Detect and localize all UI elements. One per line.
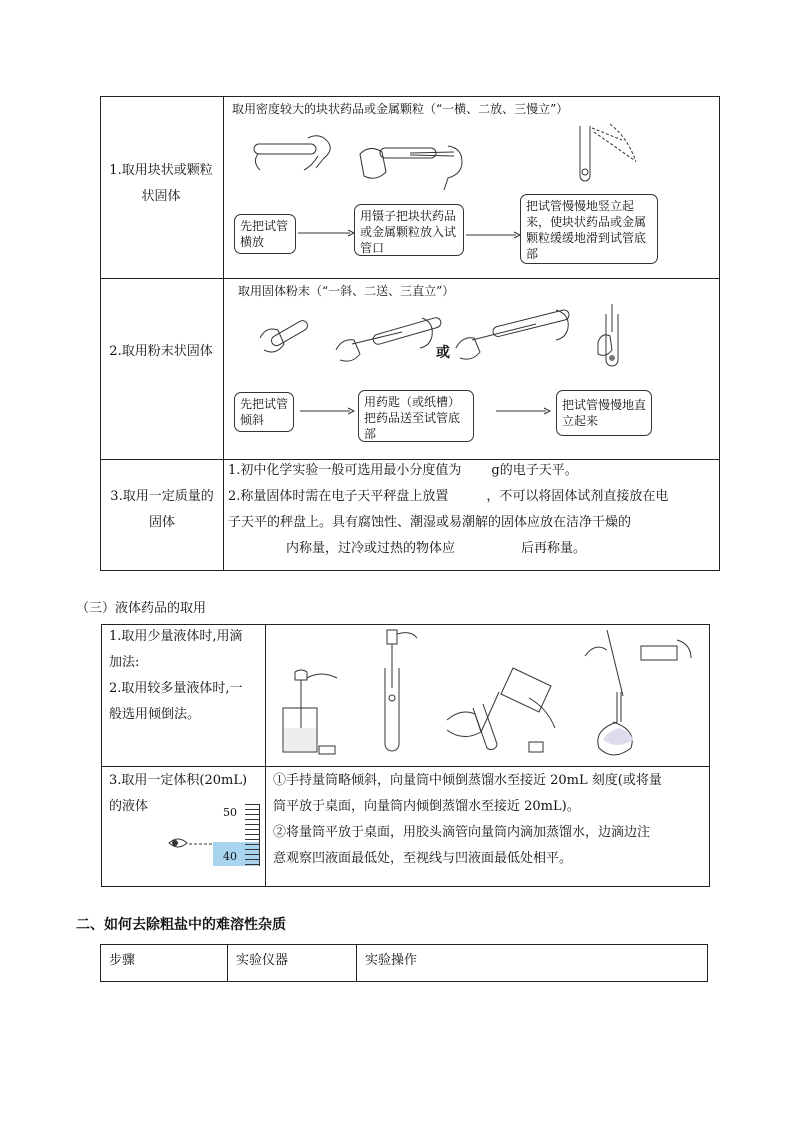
illustration-tube-upright-arc <box>570 122 650 187</box>
mass-line-3: 子天平的秤盘上。具有腐蚀性、潮湿或易潮解的固体应放在洁净干燥的 <box>228 515 632 530</box>
mass-line-4: 内称量，过冷或过热的物体应 后再称量。 <box>286 541 587 556</box>
volume-label-line2: 的液体 <box>109 799 149 814</box>
header-step: 步骤 <box>101 945 228 982</box>
arrow-icon <box>300 406 356 416</box>
mass-line-1: 1.初中化学实验一般可选用最小分度值为 g的电子天平。 <box>228 463 578 478</box>
caption-powder-solid: 取用固体粉末（“一斜、二送、三直立”） <box>238 284 455 298</box>
eye-icon <box>167 836 189 850</box>
illustration-pouring-into-flask <box>581 626 701 762</box>
method-pouring-line2: 般选用倾倒法。 <box>109 707 201 722</box>
arrow-icon <box>466 230 522 240</box>
row-label-lump-solid: 1.取用块状或颗粒状固体 <box>109 163 213 204</box>
arrow-icon <box>298 228 356 238</box>
illustration-upright-tube-powder <box>592 302 632 372</box>
step-box-spatula: 用药匙（或纸槽）把药品送至试管底部 <box>358 390 474 442</box>
scale-40: 40 <box>223 850 237 863</box>
caption-lump-solid: 取用密度较大的块状药品或金属颗粒（“一横、二放、三慢立”） <box>232 102 569 116</box>
or-label: 或 <box>436 345 450 361</box>
step-box-tweezers: 用镊子把块状药品或金属颗粒放入试管口 <box>354 204 464 256</box>
mass-line-2: 2.称量固体时需在电子天平秤盘上放置 ，不可以将固体试剂直接放在电 <box>228 489 669 504</box>
illustration-tweezers-tube <box>350 134 470 194</box>
method-dropping-line1: 1.取用少量液体时,用滴 <box>109 629 243 644</box>
mass-paragraph <box>228 458 718 562</box>
eye-sightline <box>189 842 213 846</box>
illustration-spatula-tube <box>332 306 442 366</box>
header-operation: 实验操作 <box>357 945 708 982</box>
step-box-upright: 把试管慢慢地竖立起来，使块状药品或金属颗粒缓缓地滑到试管底部 <box>520 194 658 264</box>
step-box-tilt-tube: 先把试管倾斜 <box>234 392 294 432</box>
scale-50: 50 <box>223 806 237 819</box>
graduated-cylinder <box>213 804 260 866</box>
procedure-1-line1: ①手持量筒略倾斜，向量筒中倾倒蒸馏水至接近 20mL 刻度(或将量 <box>273 773 662 788</box>
liquid-methods-text <box>109 624 261 728</box>
arrow-icon <box>496 406 552 416</box>
illustration-dropper-bottle <box>273 668 343 760</box>
liquids-table <box>101 624 710 886</box>
procedure-2-line1: ②将量筒平放于桌面，用胶头滴管向量筒内滴加蒸馏水，边滴边注 <box>273 825 651 840</box>
row-label-powder-solid: 2.取用粉末状固体 <box>109 344 213 359</box>
method-dropping-line2: 加法: <box>109 655 140 670</box>
illustration-dropper-tube <box>371 628 421 752</box>
step-box-stand-tube: 把试管慢慢地直立起来 <box>556 390 652 436</box>
header-apparatus: 实验仪器 <box>228 945 357 982</box>
illustration-pouring-into-tube <box>443 658 563 758</box>
procedure-1-line2: 筒平放于桌面，向量筒内倾倒蒸馏水至接近 20mL)。 <box>273 799 580 814</box>
liquids-heading: （三）液体药品的取用 <box>76 601 207 616</box>
salt-table <box>100 944 708 982</box>
volume-procedure <box>273 768 709 872</box>
volume-label-line1: 3.取用一定体积(20mL) <box>109 773 248 788</box>
step-box-lay-tube: 先把试管横放 <box>234 214 296 254</box>
method-pouring-line1: 2.取用较多量液体时,一 <box>109 681 243 696</box>
illustration-paper-trough-tube <box>452 300 582 362</box>
procedure-2-line2: 意观察凹液面最低处，至视线与凹液面最低处相平。 <box>273 851 573 866</box>
row-label-mass-solid: 3.取用一定质量的固体 <box>110 489 214 530</box>
section-heading-salt: 二、如何去除粗盐中的难溶性杂质 <box>76 917 286 933</box>
cylinder-ticks <box>245 804 259 866</box>
illustration-horizontal-tube <box>248 126 338 176</box>
illustration-tilted-tube <box>250 308 330 363</box>
solids-table <box>100 96 720 570</box>
